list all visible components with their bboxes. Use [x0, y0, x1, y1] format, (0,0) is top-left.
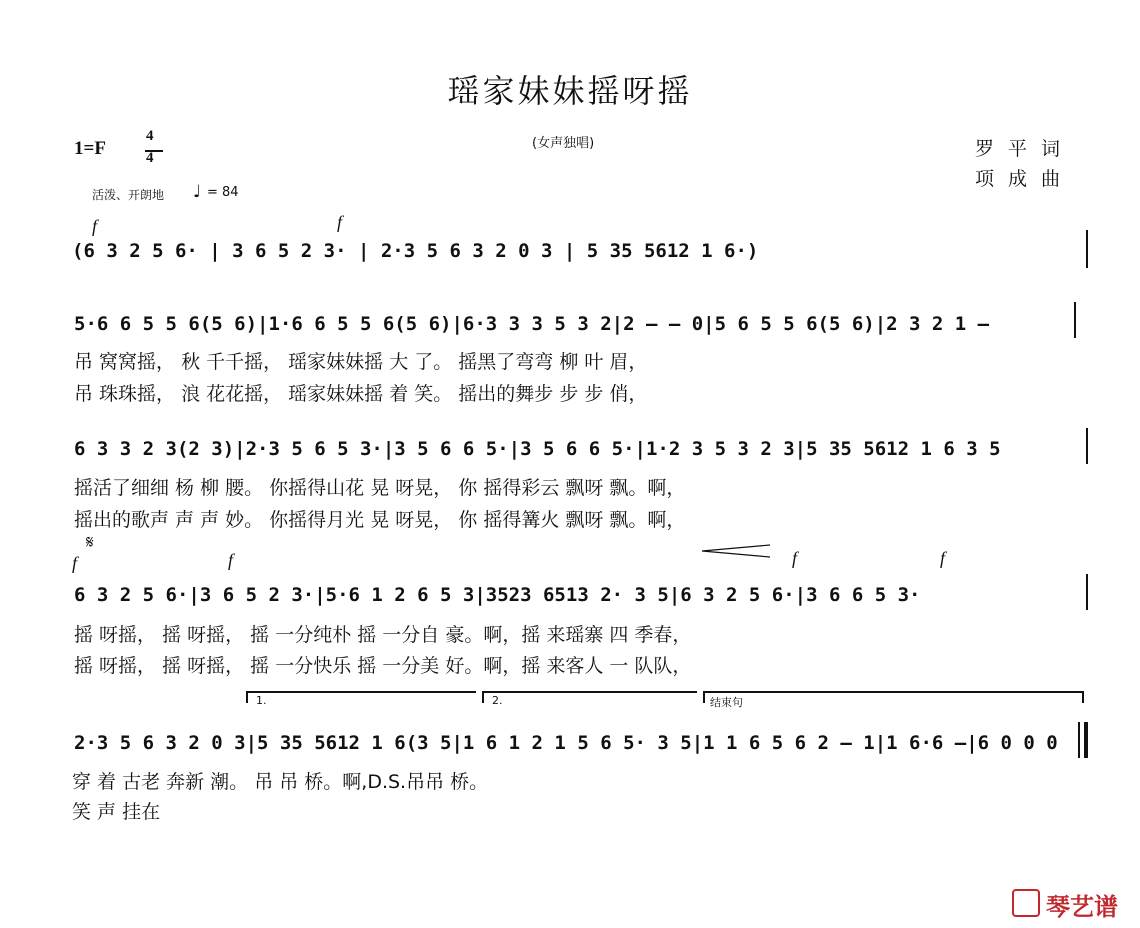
- lyrics-row-2-verse-1: 吊 窝窝摇， 秋 千千摇， 瑶家妹妹摇 大 了。 摇黑了弯弯 柳 叶 眉，: [74, 351, 648, 373]
- barline: [1086, 574, 1088, 610]
- notation-row-5: 2·3 5 6 3 2 0 3|5 35 5612 1 6(3 5|1 6 1 2 1 5 6 5· 3 5|1 1 6 5 6 2 – 1|1 6·6 –|6 0 0 0: [74, 732, 1058, 754]
- brand-logo-icon: [1012, 889, 1040, 917]
- notation-row-3: 6 3 3 2 3(2 3)|2·3 5 6 5 3·|3 5 6 6 5·|3 5 6 6 5·|1·2 3 5 3 2 3|5 35 5612 1 6 3 5: [74, 438, 1001, 460]
- notation-row-4: 6 3 2 5 6·|3 6 5 2 3·|5·6 1 2 6 5 3|3523 6513 2· 3 5|6 3 2 5 6·|3 6 6 5 3·: [74, 584, 921, 606]
- lyrics-row-5-verse-2: 笑 声 挂在: [72, 801, 161, 823]
- composer-credit: 项成曲: [975, 168, 1075, 190]
- lyrics-row-5-verse-1: 穿 着 古老 奔新 潮。 吊 吊 桥。啊,D.S.吊吊 桥。: [72, 771, 489, 793]
- barline: [1086, 230, 1088, 268]
- lyrics-row-2-verse-2: 吊 珠珠摇， 浪 花花摇， 瑶家妹妹摇 着 笑。 摇出的舞步 步 步 俏，: [74, 383, 648, 405]
- dynamic-forte: f: [228, 550, 234, 570]
- second-ending-bracket: [482, 691, 697, 693]
- lyrics-row-3-verse-1: 摇活了细细 杨 柳 腰。 你摇得山花 晃 呀晃， 你 摇得彩云 飘呀 飘。啊，: [74, 477, 686, 499]
- time-signature-top: 4: [146, 128, 154, 144]
- notation-row-2: 5·6 6 5 5 6(5 6)|1·6 6 5 5 6(5 6)|6·3 3 3 5 3 2|2 – – 0|5 6 5 5 6(5 6)|2 3 2 1 –: [74, 313, 990, 335]
- first-ending-label: 1.: [256, 694, 267, 707]
- second-ending-label: 2.: [492, 694, 503, 707]
- lyrics-row-3-verse-2: 摇出的歌声 声 声 妙。 你摇得月光 晃 呀晃， 你 摇得篝火 飘呀 飘。啊，: [74, 509, 686, 531]
- crescendo-hairpin: [700, 544, 772, 558]
- dynamic-forte: f: [337, 212, 343, 232]
- coda-bracket: [703, 691, 705, 703]
- coda-bracket: [703, 691, 1083, 693]
- quarter-note-icon: ♩: [193, 182, 202, 202]
- final-barline: [1078, 722, 1080, 758]
- final-barline: [1084, 722, 1088, 758]
- notation-row-1: (6 3 2 5 6· | 3 6 5 2 3· | 2·3 5 6 3 2 0 3 | 5 35 5612 1 6·): [72, 240, 759, 262]
- lyrics-row-4-verse-2: 摇 呀摇， 摇 呀摇， 摇 一分快乐 摇 一分美 好。啊，摇 来客人 一 队队，: [74, 655, 692, 677]
- time-signature-bottom: 4: [146, 150, 154, 166]
- coda-bracket: [1082, 691, 1084, 703]
- segno-sign: 𝄋: [86, 532, 94, 553]
- performance-note: (女声独唱): [532, 136, 595, 151]
- dynamic-forte: f: [940, 548, 946, 568]
- dynamic-forte: f: [72, 553, 78, 573]
- dynamic-forte: f: [92, 216, 98, 236]
- page-title: 瑶家妹妹摇呀摇: [447, 72, 693, 110]
- lyricist-credit: 罗平词: [975, 138, 1075, 160]
- lyrics-row-4-verse-1: 摇 呀摇， 摇 呀摇， 摇 一分纯朴 摇 一分自 豪。啊，摇 来瑶寨 四 季春，: [74, 624, 692, 646]
- key-signature: 1=F: [74, 138, 106, 159]
- coda-label: 结束句: [710, 696, 743, 709]
- tempo-marking: 活泼、开朗地: [92, 188, 165, 202]
- watermark-logo: 琴艺谱: [1046, 893, 1118, 921]
- first-ending-bracket: [246, 691, 476, 693]
- tempo-value: = 84: [207, 185, 239, 200]
- dynamic-forte: f: [792, 548, 798, 568]
- barline: [1074, 302, 1076, 338]
- second-ending-bracket: [482, 691, 484, 703]
- barline: [1086, 428, 1088, 464]
- first-ending-bracket: [246, 691, 248, 703]
